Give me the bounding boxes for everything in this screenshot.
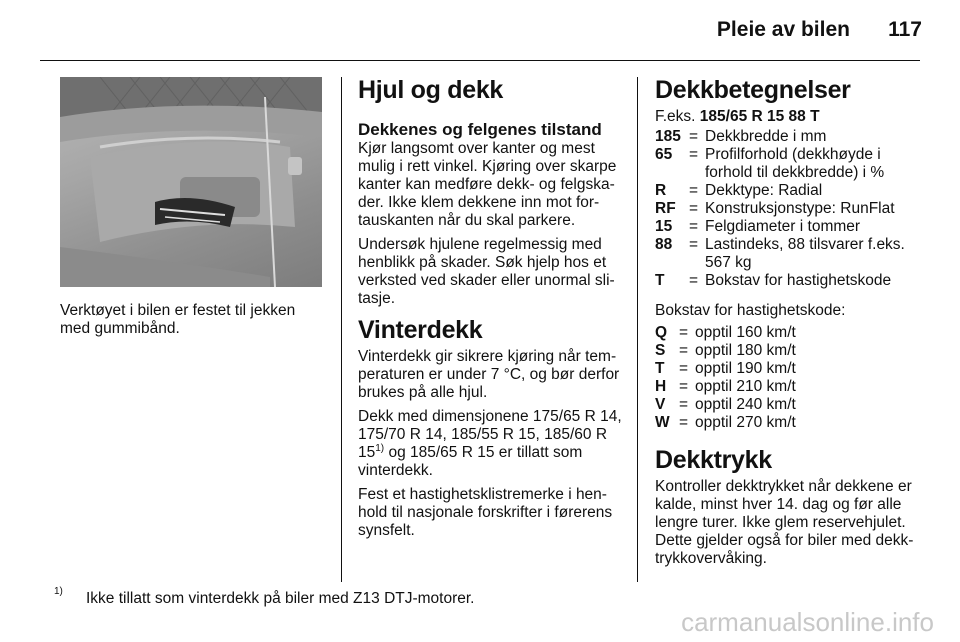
speed-code-letter: V: [655, 396, 666, 413]
speed-code-row: [655, 360, 923, 378]
equals-sign: =: [679, 414, 689, 431]
equals-sign: =: [679, 360, 689, 377]
speed-code-value: opptil 240 km/t: [695, 396, 796, 413]
speed-code-value: opptil 180 km/t: [695, 342, 796, 359]
paragraph-driving-over-edges: Kjør langsomt over kanter og mest mulig i rett vinkel. Kjøring over skarpe kanter kan medføre dekk- og felgska-der. Ikke klem dekkene inn mot for-tauskanten når du skal parkere.: [358, 140, 617, 229]
equals-sign: =: [679, 378, 689, 395]
equals-sign: =: [689, 218, 699, 235]
designation-key: RF: [655, 200, 676, 217]
speed-code-letter: W: [655, 414, 670, 431]
winter-dimensions-text-end: og 185/65 R 15 er tillatt som vinterdekk.: [358, 444, 583, 479]
equals-sign: =: [679, 342, 689, 359]
winter-dimensions-text: Dekk med dimensjonene 175/65 R 14, 175/70 R 14, 185/55 R 15, 185/60 R 15: [358, 408, 622, 461]
speed-code-value: opptil 160 km/t: [695, 324, 796, 341]
right-column: [655, 76, 923, 574]
speed-code-row: [655, 396, 923, 414]
designation-value: Dekkbredde i mm: [705, 128, 827, 145]
column-divider-right: [637, 77, 638, 582]
paragraph-speed-sticker: Fest et hastighetsklistremerke i hen-hold til nasjonale forskrifter i førerens synsfelt.: [358, 486, 613, 539]
section-title-tyre-pressure: Dekktrykk: [655, 446, 772, 474]
designation-row: [655, 236, 923, 272]
designation-row: [655, 200, 923, 218]
header-rule: [40, 60, 920, 61]
section-title-winter-tyres: Vinterdekk: [358, 316, 483, 344]
designation-value: Felgdiameter i tommer: [705, 218, 861, 235]
paragraph-inspect-wheels: Undersøk hjulene regelmessig med henblikk på skader. Søk hjelp hos et verksted ved skader eller unormal sli-tasje.: [358, 236, 615, 307]
designation-key: T: [655, 272, 665, 289]
designation-row: [655, 272, 923, 290]
speed-code-letter: H: [655, 378, 667, 395]
section-title-tyre-designations: Dekkbetegnelser: [655, 76, 851, 104]
photo-caption: Verktøyet i bilen er festet til jekken med gummibånd.: [60, 302, 296, 337]
designation-key: 15: [655, 218, 673, 235]
section-title-wheels-tyres: Hjul og dekk: [358, 76, 504, 104]
equals-sign: =: [689, 182, 699, 199]
designation-key: 65: [655, 146, 673, 163]
designation-row: [655, 218, 923, 236]
subsection-tyre-condition: Dekkenes og felgenes tilstand: [358, 120, 602, 139]
example-line: [655, 108, 923, 126]
designation-value: Dekktype: Radial: [705, 182, 823, 199]
paragraph-tyre-pressure: Kontroller dekktrykket når dekkene er kalde, minst hver 14. dag og før alle lengre turer. Ikke glem reservehjulet. Dette gjelder også for biler med dekk-trykkovervåking.: [655, 478, 914, 567]
speed-code-value: opptil 190 km/t: [695, 360, 796, 377]
speed-code-row: [655, 414, 923, 432]
column-divider-left: [341, 77, 342, 582]
equals-sign: =: [689, 200, 699, 217]
equals-sign: =: [689, 272, 699, 289]
footnote-mark: 1): [54, 586, 63, 597]
speed-code-letter: T: [655, 360, 665, 377]
footnote-reference: 1): [375, 442, 385, 454]
car-interior-illustration: [60, 77, 322, 287]
designation-list: [655, 128, 923, 290]
speed-code-row: [655, 342, 923, 360]
designation-row: [655, 182, 923, 200]
designation-key: R: [655, 182, 667, 199]
equals-sign: =: [679, 396, 689, 413]
speed-code-value: opptil 210 km/t: [695, 378, 796, 395]
middle-column: [358, 76, 626, 546]
designation-value: Konstruksjonstype: RunFlat: [705, 200, 895, 217]
speed-code-intro: Bokstav for hastighetskode:: [655, 302, 846, 319]
speed-code-value: opptil 270 km/t: [695, 414, 796, 431]
designation-row: [655, 128, 923, 146]
equals-sign: =: [679, 324, 689, 341]
speed-code-letter: S: [655, 342, 666, 359]
speed-code-letter: Q: [655, 324, 668, 341]
designation-value: Bokstav for hastighetskode: [705, 272, 892, 289]
watermark: carmanualsonline.info: [681, 607, 934, 637]
equals-sign: =: [689, 146, 699, 163]
page-number: 117: [888, 18, 922, 41]
speed-code-row: [655, 324, 923, 342]
example-code: 185/65 R 15 88 T: [699, 108, 820, 125]
page-header-title: Pleie av bilen: [716, 18, 850, 41]
example-prefix: F.eks.: [655, 108, 700, 125]
equals-sign: =: [689, 128, 699, 145]
designation-value: Profilforhold (dekkhøyde i forhold til dekkbredde) i %: [705, 146, 885, 181]
designation-key: 185: [655, 128, 681, 145]
designation-key: 88: [655, 236, 673, 253]
speed-code-list: [655, 324, 923, 432]
footnote-text: Ikke tillatt som vinterdekk på biler med Z13 DTJ-motorer.: [86, 590, 475, 607]
designation-row: [655, 146, 923, 182]
paragraph-winter-dimensions: [358, 408, 626, 480]
tool-photo: [60, 77, 322, 287]
designation-value: Lastindeks, 88 tilsvarer f.eks. 567 kg: [705, 236, 905, 271]
equals-sign: =: [689, 236, 699, 253]
speed-code-row: [655, 378, 923, 396]
paragraph-winter-intro: Vinterdekk gir sikrere kjøring når tem-peraturen er under 7 °C, og bør derfor brukes på alle hjul.: [358, 348, 620, 401]
footnote: [54, 586, 475, 608]
